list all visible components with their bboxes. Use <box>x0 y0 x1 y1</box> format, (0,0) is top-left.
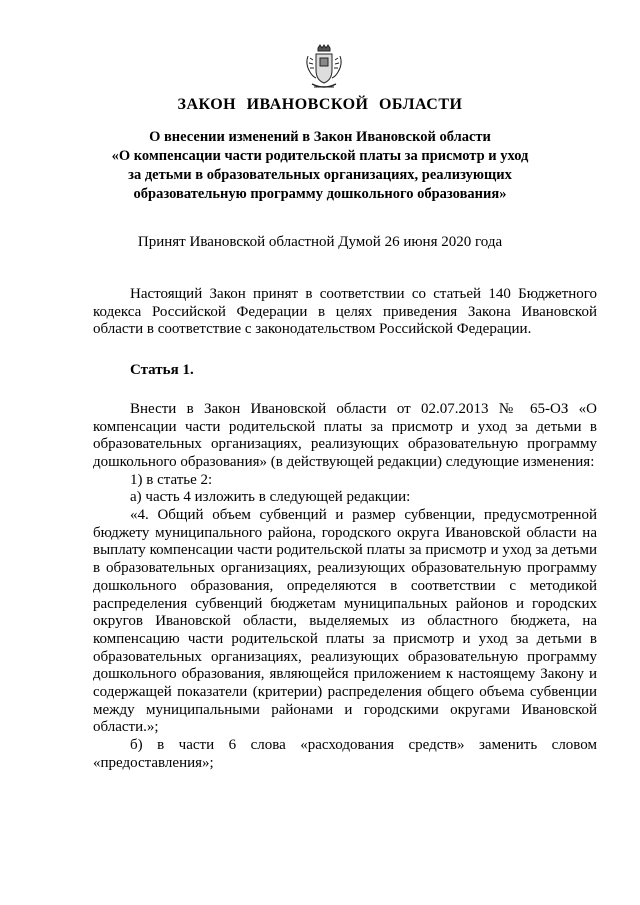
adoption-date: Принят Ивановской областной Думой 26 июня 2020 года <box>137 234 503 250</box>
item-1: 1) в статье 2: <box>130 471 213 488</box>
intro-paragraph: Настоящий Закон принят в соответствии со статьей 140 Бюджетного кодекса Российской Федерации в целях приведения Закона Ивановской области в соответствие с законодательством Российской Федерации. <box>93 286 597 338</box>
subtitle-line: О внесении изменений в Закон Ивановской области <box>149 129 491 145</box>
subtitle-line: «О компенсации части родительской платы за присмотр и уход <box>111 148 529 164</box>
subtitle-line: за детьми в образовательных организациях, реализующих <box>128 167 512 183</box>
article-1-heading: Статья 1. <box>130 362 194 379</box>
quoted-part-4: «4. Общий объем субвенций и размер субвенции, предусмотренной бюджету муниципального района, городского округа Ивановской области на выплату компенсации части родительской платы за присмотр и уход за детьми в образовательных организациях, реализующих образовательную программу дошкольного образования, определяются в соответствии с методикой распределения субвенций бюджетам муниципальных районов и городских округов Ивановской области, выделяемых из областного бюджета, на компенсацию части родительской платы за присмотр и уход за детьми в образовательных организациях, реализующих образовательную программу дошкольного образования, являющейся приложением к настоящему Закону и содержащей показатели (критерии) распределения общего объема субвенции между муниципальными районами и городскими округами Ивановской области.»; <box>93 507 597 736</box>
law-body <box>93 286 597 773</box>
law-title: ЗАКОН ИВАНОВСКОЙ ОБЛАСТИ <box>177 96 463 113</box>
item-1b: б) в части 6 слова «расходования средств» заменить словом «предоставления»; <box>93 737 597 771</box>
item-1a: а) часть 4 изложить в следующей редакции: <box>130 489 411 506</box>
law-subtitle <box>60 128 580 204</box>
article-1-lead: Внести в Закон Ивановской области от 02.07.2013 № 65-ОЗ «О компенсации части родительской платы за присмотр и уход за детьми в образовательных организациях, реализующих образовательную программу дошкольного образования» (в действующей редакции) следующие изменения: <box>93 400 597 470</box>
coat-of-arms-icon <box>304 44 344 90</box>
subtitle-line: образовательную программу дошкольного образования» <box>133 186 507 202</box>
